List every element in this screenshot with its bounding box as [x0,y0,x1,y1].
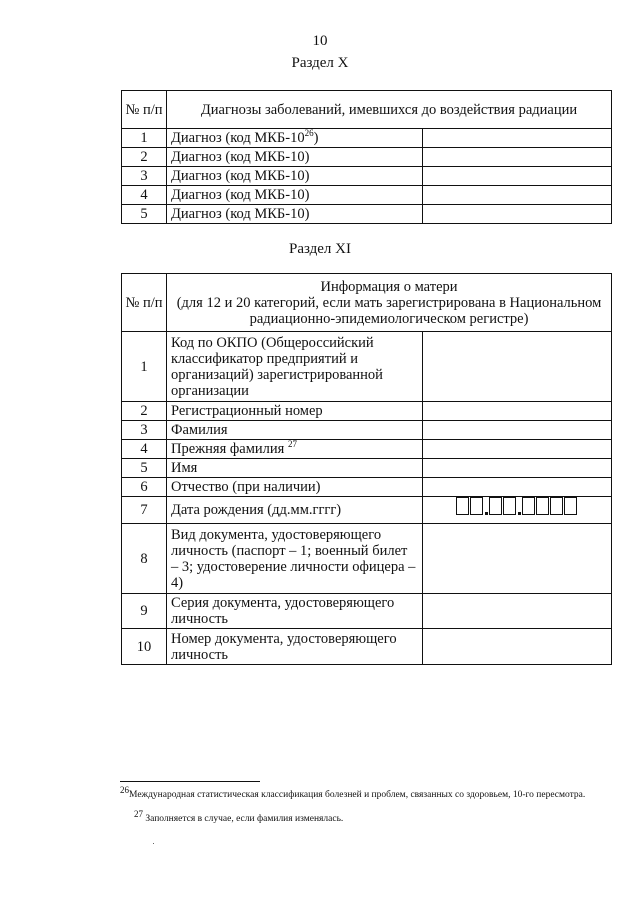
row-num: 3 [122,421,167,440]
footnote-divider [120,781,260,782]
row-num: 9 [122,594,167,629]
row-num: 1 [122,332,167,402]
registration-number-value[interactable] [423,402,612,421]
row-label: Дата рождения (дд.мм.гггг) [167,497,423,524]
section-10-table [121,90,612,224]
section-10-title: Раздел X [291,55,349,71]
first-name-value[interactable] [423,459,612,478]
date-mask[interactable] [456,497,578,515]
scan-speck [153,843,154,844]
row-label: Регистрационный номер [167,402,423,421]
row-num: 4 [122,440,167,459]
diagnosis-3-value[interactable] [423,167,612,186]
row-label: Диагноз (код МКБ-$10^{26}$) [167,129,423,148]
header-mother-info [167,274,612,332]
row-num: 6 [122,478,167,497]
diagnosis-4-value[interactable] [423,186,612,205]
row-label: Номер документа, удостоверяющего личность [167,629,423,665]
footnote-27: $^{27}$ Заполняется в случае, если фамилия изменялась. [134,808,344,824]
former-surname-value[interactable] [423,440,612,459]
row-label: Диагноз (код МКБ-10) [167,205,423,224]
row-num: 7 [122,497,167,524]
header-diagnoses: Диагнозы заболеваний, имевшихся до воздействия радиации [167,91,612,129]
row-num: 1 [122,129,167,148]
header-line-1: Информация о матери [320,278,458,295]
row-label: Диагноз (код МКБ-10) [167,186,423,205]
okpo-value[interactable] [423,332,612,402]
patronymic-value[interactable] [423,478,612,497]
row-num: 3 [122,167,167,186]
diagnosis-2-value[interactable] [423,148,612,167]
row-num: 5 [122,459,167,478]
diagnosis-5-value[interactable] [423,205,612,224]
row-num: 10 [122,629,167,665]
row-label: Имя [167,459,423,478]
section-11-table [121,273,612,665]
footnote-ref-27: 27 [287,439,297,450]
row-label: Диагноз (код МКБ-10) [167,148,423,167]
row-label: Серия документа, удостоверяющего личность [167,594,423,629]
row-label: Отчество (при наличии) [167,478,423,497]
row-num: 4 [122,186,167,205]
footnote-ref-26: 26 [304,128,314,139]
footnote-26: $^{26}$Международная статистическая классификация болезней и проблем, связанных со здоровьем, 10-го пересмотра. [120,784,586,800]
birth-date-value[interactable] [423,497,612,524]
section-11-title: Раздел XI [288,241,351,257]
document-number-value[interactable] [423,629,612,665]
row-label: Фамилия [167,421,423,440]
header-line-2: (для 12 и 20 категорий, если мать зарегистрирована в Национальном радиационно-эпидемиологическом регистре) [176,294,602,327]
page-number: 10 [312,33,328,49]
header-num: № п/п [122,91,167,129]
row-num: 2 [122,148,167,167]
row-num: 5 [122,205,167,224]
document-series-value[interactable] [423,594,612,629]
header-num: № п/п [122,274,167,332]
document-type-value[interactable] [423,524,612,594]
row-label: Диагноз (код МКБ-10) [167,167,423,186]
row-num: 8 [122,524,167,594]
surname-value[interactable] [423,421,612,440]
row-label: Прежняя фамилия $^{27}$ [167,440,423,459]
row-label: Код по ОКПО (Общероссийский классификатор предприятий и организаций) зарегистрированной организации [167,332,423,402]
diagnosis-1-value[interactable] [423,129,612,148]
row-num: 2 [122,402,167,421]
row-label: Вид документа, удостоверяющего личность (паспорт – 1; военный билет – 3; удостоверение личности офицера – 4) [167,524,423,594]
